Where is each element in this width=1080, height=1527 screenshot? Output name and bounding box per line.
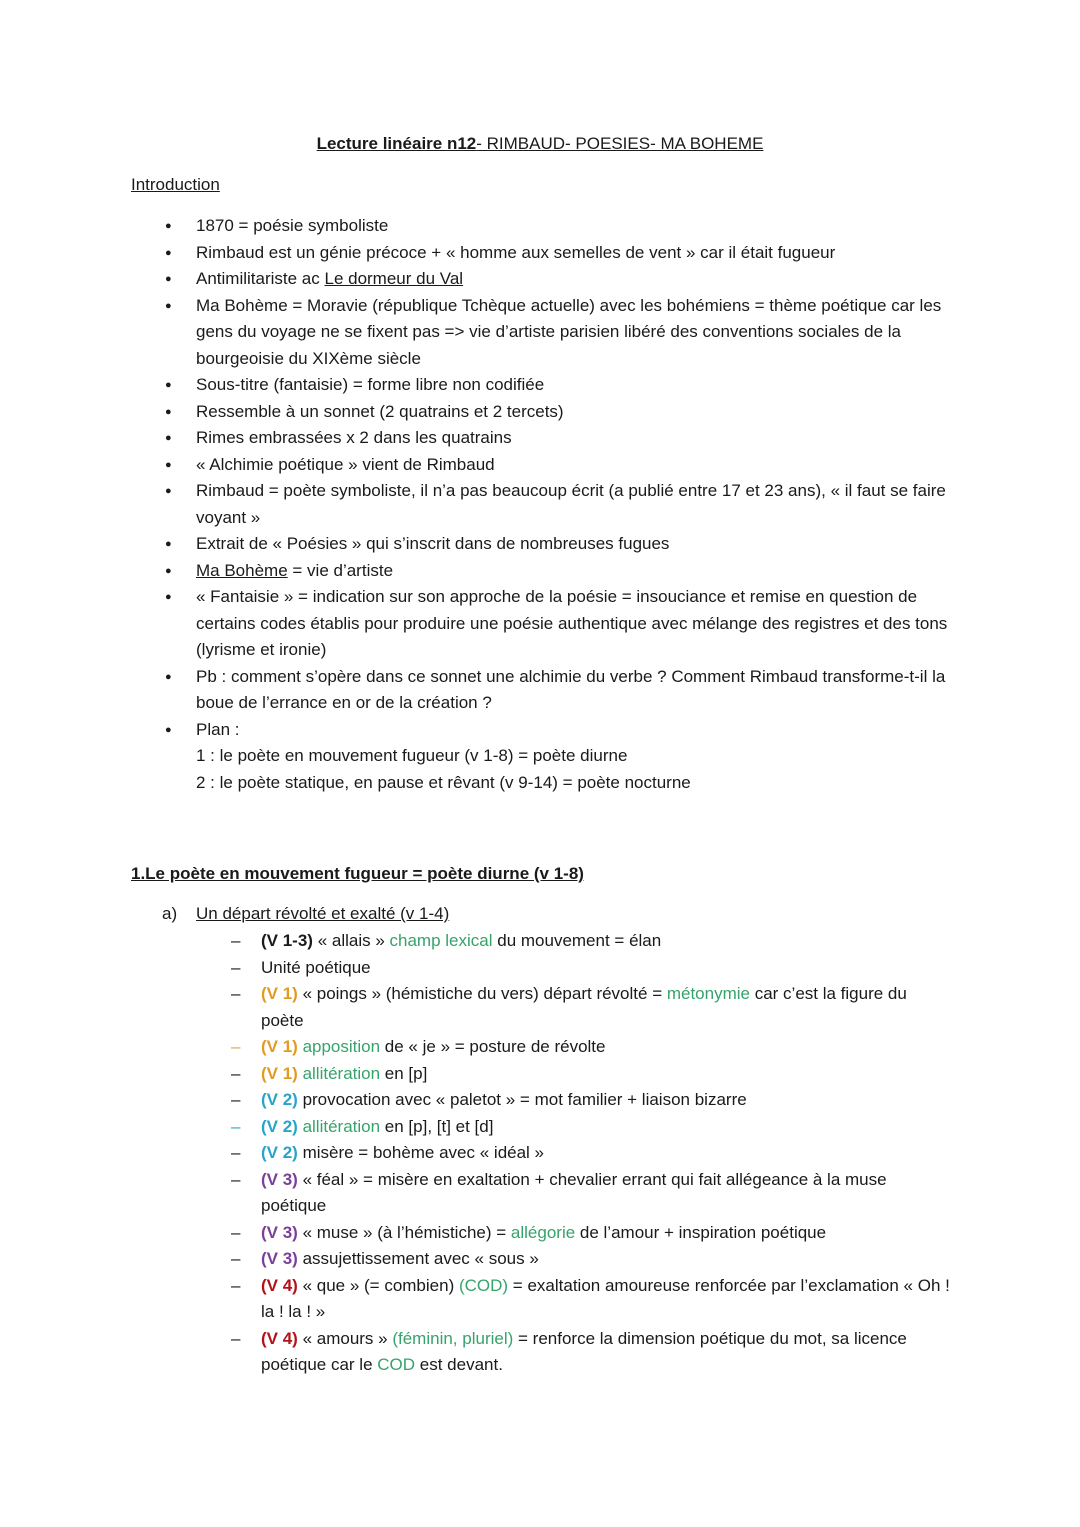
intro-heading: Introduction: [131, 175, 220, 194]
list-item: ● Antimilitariste ac Le dormeur du Val: [131, 266, 951, 293]
plan-label: ● Plan :: [196, 719, 240, 739]
list-item: – (V 1) « poings » (hémistiche du vers) départ révolté = métonymie car c’est la figure du poète: [231, 981, 951, 1034]
title-rest: - RIMBAUD- POESIES- MA BOHEME: [476, 134, 764, 153]
list-item: – Unité poétique: [231, 955, 951, 982]
list-item: [131, 717, 951, 797]
list-item: ● Pb : comment s’opère dans ce sonnet une alchimie du verbe ? Comment Rimbaud transforme-t-il la boue de l’errance en or de la création ?: [131, 664, 951, 717]
subsection-label: a): [162, 904, 178, 923]
list-item: ● « Alchimie poétique » vient de Rimbaud: [131, 452, 951, 479]
list-item: – (V 2) misère = bohème avec « idéal »: [231, 1140, 951, 1167]
list-item: – (V 1) apposition de « je » = posture de révolte: [231, 1034, 951, 1061]
list-item: – (V 4) « amours » (féminin, pluriel) = renforce la dimension poétique du mot, sa licence poétique car le COD est devant.: [231, 1326, 951, 1379]
list-item: – (V 2) provocation avec « paletot » = mot familier + liaison bizarre: [231, 1087, 951, 1114]
list-item: ● Rimbaud est un génie précoce + « homme aux semelles de vent » car il était fugueur: [131, 240, 951, 267]
page-title: [0, 131, 1080, 158]
list-item: ● Rimes embrassées x 2 dans les quatrains: [131, 425, 951, 452]
list-item: – (V 3) « féal » = misère en exaltation + chevalier errant qui fait allégeance à la muse poétique: [231, 1167, 951, 1220]
subsection-heading: [162, 901, 449, 928]
plan-line-2: 2 : le poète statique, en pause et rêvant (v 9-14) = poète nocturne: [196, 772, 691, 792]
analysis-list: [231, 928, 951, 1379]
list-item: ● Ma Bohème = Moravie (république Tchèque actuelle) avec les bohémiens = thème poétique car les gens du voyage ne se fixent pas => vie d’artiste parisien libéré des conventions sociales de la bourgeoisie du XIXème siècle: [131, 293, 951, 373]
list-item: – (V 1) allitération en [p]: [231, 1061, 951, 1088]
list-item: – (V 3) « muse » (à l’hémistiche) = allégorie de l’amour + inspiration poétique: [231, 1220, 951, 1247]
plan-line-1: 1 : le poète en mouvement fugueur (v 1-8) = poète diurne: [196, 746, 628, 765]
work-title: Le dormeur du Val: [324, 269, 464, 288]
list-item: ● 1870 = poésie symboliste: [131, 213, 951, 240]
work-title: Ma Bohème: [196, 560, 288, 580]
list-item: ● Sous-titre (fantaisie) = forme libre non codifiée: [131, 372, 951, 399]
list-item: – (V 4) « que » (= combien) (COD) = exaltation amoureuse renforcée par l’exclamation « Oh ! la ! la ! »: [231, 1273, 951, 1326]
list-item: ● Ma Bohème = vie d’artiste: [131, 558, 951, 585]
list-item: – (V 1-3) « allais » champ lexical du mouvement = élan: [231, 928, 951, 955]
title-bold: Lecture linéaire n12: [316, 134, 477, 153]
list-item: ● Rimbaud = poète symboliste, il n’a pas beaucoup écrit (a publié entre 17 et 23 ans), « il faut se faire voyant »: [131, 478, 951, 531]
list-item: ● Extrait de « Poésies » qui s’inscrit dans de nombreuses fugues: [131, 531, 951, 558]
list-item: – (V 2) allitération en [p], [t] et [d]: [231, 1114, 951, 1141]
intro-bullet-list: [131, 213, 951, 796]
list-item: ● « Fantaisie » = indication sur son approche de la poésie = insouciance et remise en question de certains codes établis pour produire une poésie authentique avec mélange des registres et des tons (lyrisme et ironie): [131, 584, 951, 664]
list-item: ● Ressemble à un sonnet (2 quatrains et 2 tercets): [131, 399, 951, 426]
section-heading: 1.Le poète en mouvement fugueur = poète diurne (v 1-8): [131, 864, 584, 883]
list-item: – (V 3) assujettissement avec « sous »: [231, 1246, 951, 1273]
subsection-title: Un départ révolté et exalté (v 1-4): [196, 904, 450, 923]
